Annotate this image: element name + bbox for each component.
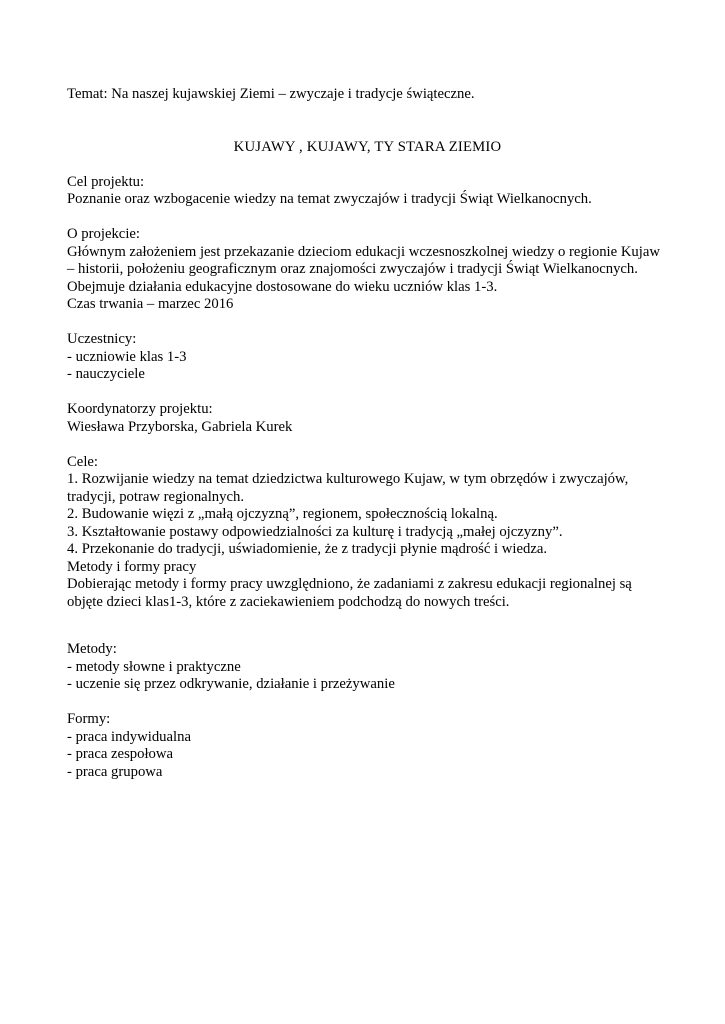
list-item: - uczniowie klas 1-3 bbox=[67, 348, 187, 365]
list-item: - praca grupowa bbox=[67, 763, 163, 780]
document-title: KUJAWY , KUJAWY, TY STARA ZIEMIO bbox=[233, 138, 502, 155]
list-item: 1. Rozwijanie wiedzy na temat dziedzictwa kulturowego Kujaw, w tym obrzędów i zwyczajów, tradycji, potraw regionalnych. bbox=[67, 471, 629, 505]
section-formy bbox=[67, 711, 668, 781]
section-uczestnicy bbox=[67, 331, 668, 384]
o-projekcie-label: O projekcie: bbox=[67, 226, 141, 242]
metody-i-formy-intro: Dobierając metody i formy pracy uwzględniono, że zadaniami z zakresu edukacji regionalnej są objęte dzieci klas1-3, które z zaciekawieniem podchodzą do nowych treści. bbox=[67, 576, 632, 610]
koordynatorzy-names: Wiesława Przyborska, Gabriela Kurek bbox=[67, 418, 293, 435]
list-item: 3. Kształtowanie postawy odpowiedzialności za kulturę i tradycją „małej ojczyzny”. bbox=[67, 523, 563, 540]
section-o-projekcie bbox=[67, 226, 668, 314]
section-koordynatorzy bbox=[67, 401, 668, 436]
o-projekcie-scope: Obejmuje działania edukacyjne dostosowane do wieku uczniów klas 1-3. bbox=[67, 278, 498, 295]
topic-line: Temat: Na naszej kujawskiej Ziemi – zwyczaje i tradycje świąteczne. bbox=[67, 86, 475, 102]
cele-label: Cele: bbox=[67, 453, 98, 470]
list-item: - uczenie się przez odkrywanie, działanie i przeżywanie bbox=[67, 676, 395, 692]
uczestnicy-label: Uczestnicy: bbox=[67, 331, 137, 347]
o-projekcie-body: Głównym założeniem jest przekazanie dzieciom edukacji wczesnoszkolnej wiedzy o regionie Kujaw – historii, położeniu geograficznym oraz znajomości zwyczajów i tradycji Świąt Wielkanocnych. bbox=[67, 243, 660, 277]
formy-label: Formy: bbox=[67, 711, 111, 727]
section-metody bbox=[67, 641, 668, 694]
cel-projektu-body: Poznanie oraz wzbogacenie wiedzy na temat zwyczajów i tradycji Świąt Wielkanocnych. bbox=[67, 191, 592, 207]
o-projekcie-duration: Czas trwania – marzec 2016 bbox=[67, 296, 234, 312]
list-item: 4. Przekonanie do tradycji, uświadomienie, że z tradycji płynie mądrość i wiedza. bbox=[67, 541, 548, 557]
cel-projektu-label: Cel projektu: bbox=[67, 173, 145, 190]
list-item: - praca indywidualna bbox=[67, 728, 191, 745]
metody-label: Metody: bbox=[67, 641, 117, 657]
list-item: - metody słowne i praktyczne bbox=[67, 658, 241, 675]
list-item: 2. Budowanie więzi z „małą ojczyzną”, regionem, społecznością lokalną. bbox=[67, 506, 498, 522]
list-item: - praca zespołowa bbox=[67, 746, 174, 762]
metody-i-formy-heading: Metody i formy pracy bbox=[67, 558, 197, 575]
section-cele bbox=[67, 454, 668, 559]
koordynatorzy-label: Koordynatorzy projektu: bbox=[67, 401, 213, 417]
section-cel-projektu bbox=[67, 174, 668, 209]
list-item: - nauczyciele bbox=[67, 366, 145, 382]
